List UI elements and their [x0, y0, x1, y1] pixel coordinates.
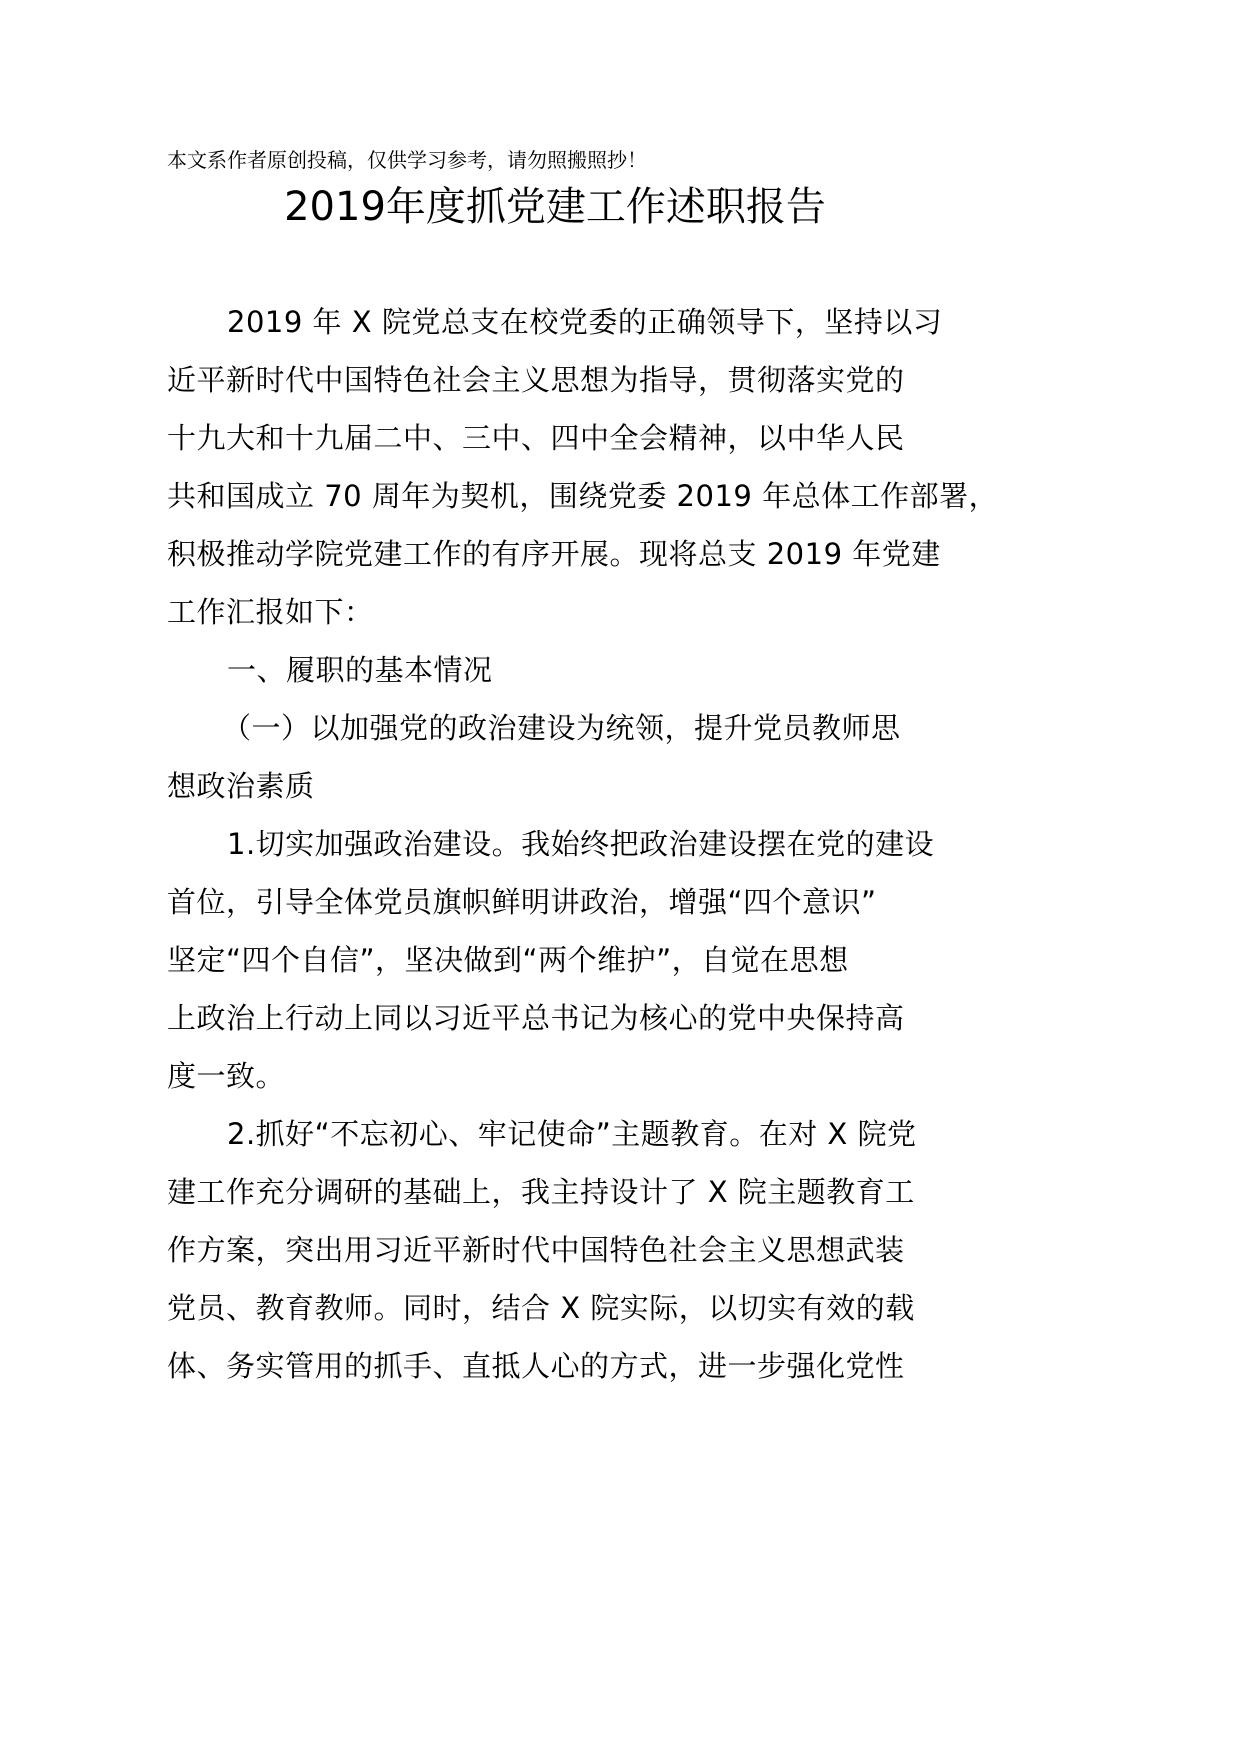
body-line: 首位，引导全体党员旗帜鲜明讲政治，增强“四个意识”	[167, 885, 877, 919]
body-line: 作方案，突出用习近平新时代中国特色社会主义思想武装	[167, 1233, 905, 1267]
section-heading: 一、履职的基本情况	[227, 653, 493, 687]
body-line: 2019 年 X 院党总支在校党委的正确领导下，坚持以习	[227, 305, 943, 339]
body-line: 积极推动学院党建工作的有序开展。现将总支 2019 年党建	[167, 537, 941, 571]
body-line: 党员、教育教师。同时，结合 X 院实际，以切实有效的载	[167, 1291, 915, 1325]
body-line: 上政治上行动上同以习近平总书记为核心的党中央保持高	[167, 1001, 905, 1035]
body-line: 体、务实管用的抓手、直抵人心的方式，进一步强化党性	[167, 1349, 905, 1383]
body-line: 近平新时代中国特色社会主义思想为指导，贯彻落实党的	[167, 363, 905, 397]
body-line: 工作汇报如下：	[167, 595, 374, 629]
body-line: 十九大和十九届二中、三中、四中全会精神，以中华人民	[167, 421, 905, 455]
subsection-heading: （一）以加强党的政治建设为统领，提升党员教师思	[222, 711, 901, 745]
body-line: 共和国成立 70 周年为契机，围绕党委 2019 年总体工作部署，	[167, 479, 999, 513]
document-title: 2019年度抓党建工作述职报告	[284, 184, 826, 230]
body-line: 1.切实加强政治建设。我始终把政治建设摆在党的建设	[227, 827, 935, 861]
body-line: 建工作充分调研的基础上，我主持设计了 X 院主题教育工	[167, 1175, 915, 1209]
copyright-notice: 本文系作者原创投稿，仅供学习参考，请勿照搬照抄！	[167, 148, 647, 172]
subsection-heading-cont: 想政治素质	[167, 769, 315, 803]
body-line: 坚定“四个自信”，坚决做到“两个维护”，自觉在思想	[167, 943, 849, 977]
body-line: 2.抓好“不忘初心、牢记使命”主题教育。在对 X 院党	[227, 1117, 917, 1151]
body-line: 度一致。	[167, 1059, 286, 1093]
